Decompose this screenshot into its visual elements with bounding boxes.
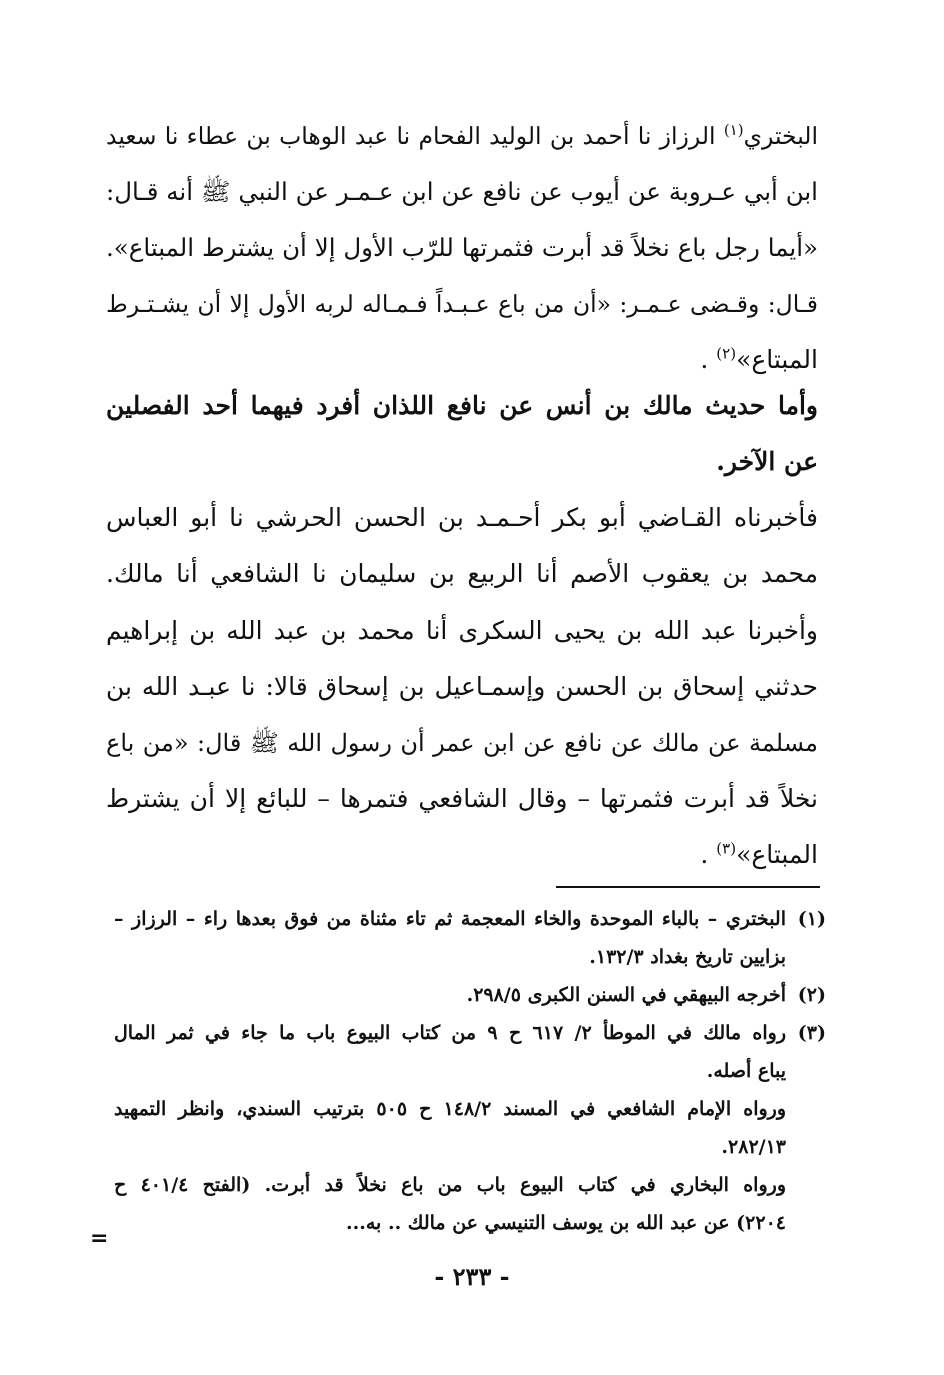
footnote-3-continued	[114, 1090, 826, 1242]
text-segment: المبتاع»	[736, 345, 818, 374]
footnote-number: (١)	[797, 908, 826, 930]
heading-line: وأما حديث مالك بن أنس عن نافع اللذان أفرد فيهما أحد الفصلين	[106, 391, 818, 420]
text-line	[106, 108, 818, 164]
paragraph-chain-3	[106, 603, 818, 883]
section-heading	[106, 378, 818, 490]
text-segment: الرزاز نا أحمد بن الوليد الفحام نا عبد الوهاب بن عطاء نا سعيد	[106, 122, 724, 150]
footnote-body	[114, 1014, 786, 1090]
text-line: وأخبرنا عبد الله بن يحيى السكرى أنا محمد بن عبد الله بن إبراهيم	[106, 616, 818, 645]
paragraph-chain-2	[106, 490, 818, 602]
footnote-number: (٣)	[797, 1022, 826, 1044]
footnote-line: رواه مالك في الموطأ ٢/ ٦١٧ ح ٩ من كتاب البيوع باب ما جاء في ثمر المال	[114, 1022, 786, 1044]
footnote-3	[114, 1014, 826, 1090]
footnote-line: ٢٨٢/١٣.	[721, 1136, 786, 1158]
footnote-line: يباع أصله.	[706, 1060, 786, 1082]
footnote-line: أخرجه البيهقي في السنن الكبرى ٢٩٨/٥.	[466, 984, 786, 1006]
footnote-line: البختري – بالباء الموحدة والخاء المعجمة ثم تاء مثناة من فوق بعدها راء – الرزاز –	[114, 908, 786, 930]
paragraph-hadith-chain	[106, 108, 818, 388]
text-segment: المبتاع»	[736, 840, 818, 869]
text-segment: .	[700, 840, 717, 869]
footnote-1	[114, 900, 826, 976]
text-segment: البختري	[743, 122, 818, 150]
text-line: فأخبرناه القـاضي أبو بكر أحـمـد بن الحسن الحرشي نا أبو العباس	[106, 503, 818, 532]
footnote-2	[114, 976, 826, 1014]
footnote-ref-2[interactable]: (٢)	[716, 344, 737, 363]
text-segment: .	[700, 345, 717, 374]
text-line: «أيما رجل باع نخلاً قد أبرت فثمرتها للرّب الأول إلا أن يشترط المبتاع».	[106, 233, 818, 262]
text-line: محمد بن يعقوب الأصم أنا الربيع بن سليمان نا الشافعي أنا مالك.	[106, 559, 818, 588]
text-line: حدثني إسحاق بن الحسن وإسمـاعيل بن إسحاق قالا: نا عبـد الله بن	[106, 672, 818, 701]
footnote-line: ورواه البخاري في كتاب البيوع باب من باع نخلاً قد أبرت. (الفتح ٤٠١/٤ ح	[114, 1174, 786, 1196]
text-line: قـال: وقـضى عـمـر: «أن من باع عـبـداً فـمـاله لربه الأول إلا أن يشـتـرط	[106, 290, 818, 318]
footnote-body	[114, 900, 786, 976]
footnote-line: ٢٢٠٤) عن عبد الله بن يوسف التنيسي عن مالك .. به...	[346, 1212, 786, 1234]
text-line	[106, 827, 818, 883]
footnote-ref-1[interactable]: (١)	[723, 121, 744, 140]
footnote-divider	[556, 886, 820, 888]
footnote-body	[114, 976, 786, 1014]
text-line: مسلمة عن مالك عن نافع عن ابن عمر أن رسول الله ﷺ قال: «من باع	[106, 729, 818, 757]
footnote-number: (٢)	[797, 984, 826, 1006]
footnote-line: ورواه الإمام الشافعي في المسند ١٤٨/٢ ح ٥٠٥ بترتيب السندي، وانظر التمهيد	[114, 1098, 786, 1120]
footnote-ref-3[interactable]: (٣)	[716, 839, 737, 858]
heading-line: عن الآخر.	[716, 447, 818, 476]
footnote-line: بزايين تاريخ بغداد ١٣٢/٣.	[589, 946, 786, 968]
page-number: - ٢٣٣ -	[434, 1262, 510, 1291]
margin-mark: =	[90, 1226, 109, 1251]
text-line: نخلاً قد أبرت فثمرتها – وقال الشافعي فتمرها – للبائع إلا أن يشترط	[106, 784, 818, 813]
footnotes	[114, 900, 826, 1242]
text-line: ابن أبي عـروبة عن أيوب عن نافع عن ابن عـمـر عن النبي ﷺ أنه قـال:	[106, 177, 818, 206]
